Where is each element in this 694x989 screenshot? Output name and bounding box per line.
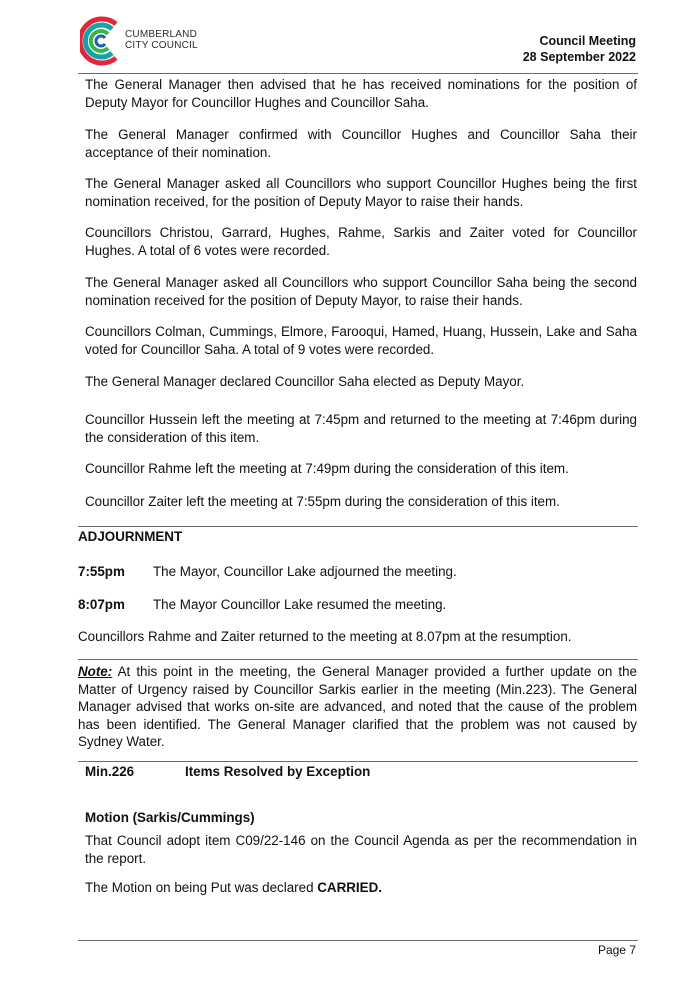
logo-line-1: CUMBERLAND — [125, 29, 198, 40]
motion-result-status: CARRIED. — [317, 880, 382, 895]
minute-divider — [78, 761, 638, 762]
logo-text — [125, 29, 198, 51]
paragraph-saha-vote-call: The General Manager asked all Councillors who support Councillor Saha being the second nomination received for the position of Deputy Mayor, to raise their hands. — [85, 275, 637, 308]
header-divider — [78, 73, 638, 74]
motion-result-prefix: The Motion on being Put was declared — [85, 880, 318, 895]
paragraph-nominations: The General Manager then advised that he has received nominations for the position of Deputy Mayor for Councillor Hughes and Councillor Saha. — [85, 77, 637, 110]
adjournment-heading: ADJOURNMENT — [78, 529, 183, 544]
note-paragraph — [78, 663, 637, 751]
motion-heading: Motion (Sarkis/Cummings) — [85, 810, 255, 825]
logo-line-2: CITY COUNCIL — [125, 40, 198, 51]
minute-title: Items Resolved by Exception — [185, 764, 371, 779]
adjournment-divider — [78, 526, 638, 527]
meeting-title: Council Meeting — [539, 34, 636, 48]
resume-text: The Mayor Councillor Lake resumed the meeting. — [153, 597, 447, 612]
motion-text: That Council adopt item C09/22-146 on the Council Agenda as per the recommendation in the report. — [85, 833, 637, 866]
minute-heading — [85, 764, 370, 779]
resume-time: 8:07pm — [78, 597, 125, 612]
returned-paragraph: Councillors Rahme and Zaiter returned to the meeting at 8.07pm at the resumption. — [78, 629, 572, 644]
paragraph-acceptance: The General Manager confirmed with Councillor Hughes and Councillor Saha their acceptance of their nomination. — [85, 127, 637, 160]
paragraph-saha-votes: Councillors Colman, Cummings, Elmore, Farooqui, Hamed, Huang, Hussein, Lake and Saha voted for Councillor Saha. A total of 9 votes were recorded. — [85, 324, 637, 357]
cumberland-logo-icon — [80, 14, 124, 68]
resume-row — [78, 597, 446, 612]
header-meeting-info — [523, 33, 636, 65]
paragraph-deputy-declared: The General Manager declared Councillor Saha elected as Deputy Mayor. — [85, 374, 525, 389]
paragraph-hughes-vote-call: The General Manager asked all Councillors who support Councillor Hughes being the first nomination received, for the position of Deputy Mayor to raise their hands. — [85, 176, 637, 209]
paragraph-hughes-votes: Councillors Christou, Garrard, Hughes, Rahme, Sarkis and Zaiter voted for Councillor Hughes. A total of 6 votes were recorded. — [85, 225, 637, 258]
footer-divider — [78, 940, 638, 941]
page-number: Page 7 — [597, 943, 636, 957]
council-logo — [80, 12, 240, 72]
note-divider — [78, 659, 638, 660]
note-label: Note: — [78, 664, 113, 679]
paragraph-zaiter: Councillor Zaiter left the meeting at 7:55pm during the consideration of this item. — [85, 494, 560, 509]
adjourn-text: The Mayor, Councillor Lake adjourned the meeting. — [153, 564, 457, 579]
note-text: At this point in the meeting, the General Manager provided a further update on the Matter of Urgency raised by Councillor Sarkis earlier in the meeting (Min.223). The General Manager advised that works on-site are advanced, and noted that the cause of the problem has been identified. The General Manager clarified that the problem was not caused by Sydney Water. — [78, 664, 637, 749]
paragraph-hussein: Councillor Hussein left the meeting at 7:45pm and returned to the meeting at 7:46pm during the consideration of this item. — [85, 412, 637, 445]
paragraph-rahme: Councillor Rahme left the meeting at 7:49pm during the consideration of this item. — [85, 461, 569, 476]
minute-number: Min.226 — [85, 764, 135, 779]
motion-result — [85, 879, 637, 897]
meeting-date: 28 September 2022 — [522, 50, 636, 64]
adjourn-time: 7:55pm — [78, 564, 125, 579]
adjourn-row — [78, 564, 457, 579]
